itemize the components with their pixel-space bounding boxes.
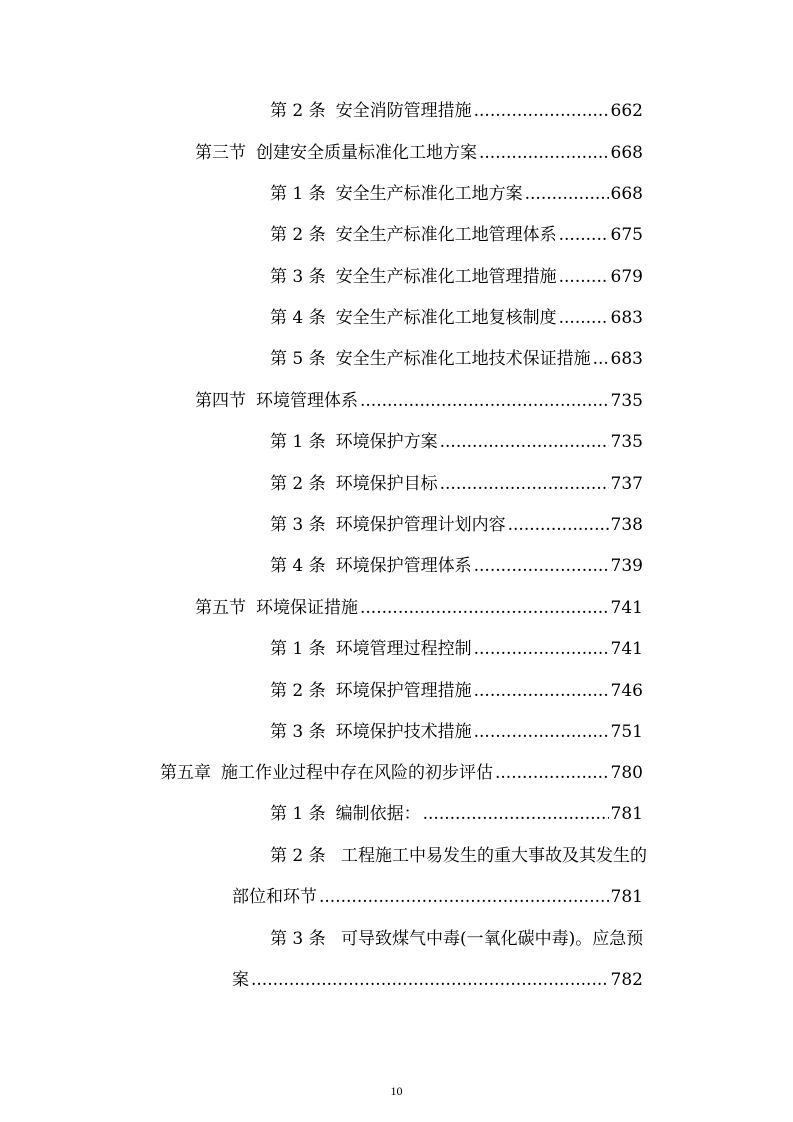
dot-leader bbox=[474, 555, 609, 577]
entry-page: 683 bbox=[610, 308, 643, 328]
dot-leader bbox=[479, 142, 609, 164]
toc-entry[interactable] bbox=[195, 142, 643, 164]
toc-entry-wrapped-first-line[interactable] bbox=[270, 928, 643, 950]
entry-page: 662 bbox=[610, 101, 643, 121]
dot-leader bbox=[559, 307, 609, 329]
entry-number: 第 3 条 bbox=[270, 929, 326, 949]
dot-leader bbox=[423, 803, 609, 825]
dot-leader bbox=[251, 969, 609, 991]
entry-number: 第 5 条 bbox=[270, 349, 326, 369]
entry-page: 741 bbox=[610, 598, 643, 618]
dot-leader bbox=[593, 348, 609, 370]
toc-entry[interactable] bbox=[195, 597, 643, 619]
entry-title: 环境保护管理措施 bbox=[335, 681, 472, 701]
toc-entry[interactable] bbox=[270, 555, 643, 577]
toc-entry[interactable] bbox=[270, 721, 643, 743]
entry-title: 施工作业过程中存在风险的初步评估 bbox=[221, 763, 493, 783]
entry-page: 737 bbox=[610, 474, 643, 494]
entry-page: 668 bbox=[610, 184, 643, 204]
entry-title: 环境保护技术措施 bbox=[335, 722, 472, 742]
dot-leader bbox=[440, 473, 609, 495]
entry-title-line2: 部位和环节 bbox=[232, 887, 317, 907]
entry-number: 第 1 条 bbox=[270, 639, 326, 659]
toc-entry[interactable] bbox=[270, 266, 643, 288]
toc-entry[interactable] bbox=[270, 348, 643, 370]
entry-title: 环境保护管理体系 bbox=[335, 556, 472, 576]
entry-number: 第 1 条 bbox=[270, 184, 326, 204]
toc-entry[interactable] bbox=[270, 638, 643, 660]
entry-title: 环境保护管理计划内容 bbox=[335, 515, 506, 535]
dot-leader bbox=[508, 514, 609, 536]
entry-number: 第五节 bbox=[195, 598, 246, 618]
dot-leader bbox=[319, 886, 609, 908]
entry-title: 安全生产标准化工地方案 bbox=[335, 184, 523, 204]
entry-page: 668 bbox=[610, 143, 643, 163]
entry-page: 741 bbox=[610, 639, 643, 659]
dot-leader bbox=[440, 431, 609, 453]
entry-title: 安全消防管理措施 bbox=[335, 101, 472, 121]
toc-entry[interactable] bbox=[270, 680, 643, 702]
entry-number: 第 2 条 bbox=[270, 225, 326, 245]
dot-leader bbox=[474, 100, 609, 122]
entry-number: 第五章 bbox=[160, 763, 211, 783]
entry-page: 782 bbox=[610, 970, 643, 990]
toc-entry-wrapped-second-line[interactable] bbox=[232, 886, 643, 908]
entry-page: 780 bbox=[610, 763, 643, 783]
dot-leader bbox=[474, 638, 609, 660]
entry-title: 安全生产标准化工地复核制度 bbox=[335, 308, 557, 328]
dot-leader bbox=[474, 721, 609, 743]
dot-leader bbox=[360, 597, 609, 619]
entry-page: 746 bbox=[610, 681, 643, 701]
entry-page: 683 bbox=[610, 349, 643, 369]
dot-leader bbox=[360, 390, 609, 412]
entry-title: 环境管理过程控制 bbox=[335, 639, 472, 659]
entry-number: 第 4 条 bbox=[270, 308, 326, 328]
toc-entry[interactable] bbox=[270, 431, 643, 453]
entry-number: 第 4 条 bbox=[270, 556, 326, 576]
toc-entry[interactable] bbox=[270, 183, 643, 205]
entry-number: 第 3 条 bbox=[270, 722, 326, 742]
entry-number: 第 2 条 bbox=[270, 474, 326, 494]
dot-leader bbox=[495, 762, 609, 784]
entry-title: 安全生产标准化工地管理体系 bbox=[335, 225, 557, 245]
entry-title: 环境保护方案 bbox=[335, 432, 438, 452]
entry-number: 第 3 条 bbox=[270, 515, 326, 535]
toc-entry[interactable] bbox=[160, 762, 643, 784]
entry-title: 安全生产标准化工地管理措施 bbox=[335, 267, 557, 287]
toc-entry[interactable] bbox=[270, 514, 643, 536]
toc-entry[interactable] bbox=[270, 803, 643, 825]
dot-leader bbox=[474, 680, 609, 702]
entry-page: 739 bbox=[610, 556, 643, 576]
entry-number: 第 2 条 bbox=[270, 101, 326, 121]
entry-number: 第 2 条 bbox=[270, 846, 326, 866]
entry-title-line1: 可导致煤气中毒(一氧化碳中毒)。应急预 bbox=[341, 929, 644, 949]
entry-number: 第三节 bbox=[195, 143, 246, 163]
entry-page: 675 bbox=[610, 225, 643, 245]
entry-number: 第 2 条 bbox=[270, 681, 326, 701]
entry-page: 735 bbox=[610, 432, 643, 452]
entry-page: 738 bbox=[610, 515, 643, 535]
entry-title: 创建安全质量标准化工地方案 bbox=[256, 143, 477, 163]
entry-number: 第 3 条 bbox=[270, 267, 326, 287]
toc-entry[interactable] bbox=[270, 473, 643, 495]
entry-page: 679 bbox=[610, 267, 643, 287]
entry-page: 781 bbox=[610, 887, 643, 907]
dot-leader bbox=[559, 224, 609, 246]
toc-entry[interactable] bbox=[270, 307, 643, 329]
toc-entry-wrapped-first-line[interactable] bbox=[270, 845, 647, 867]
entry-number: 第 1 条 bbox=[270, 432, 326, 452]
toc-entry[interactable] bbox=[270, 224, 643, 246]
page-number: 10 bbox=[390, 1084, 403, 1098]
entry-title: 安全生产标准化工地技术保证措施 bbox=[335, 349, 591, 369]
entry-number: 第 1 条 bbox=[270, 804, 326, 824]
entry-title: 环境保护目标 bbox=[335, 474, 438, 494]
entry-number: 第四节 bbox=[195, 391, 246, 411]
dot-leader bbox=[525, 183, 609, 205]
toc-entry[interactable] bbox=[270, 100, 643, 122]
dot-leader bbox=[559, 266, 609, 288]
entry-page: 735 bbox=[610, 391, 643, 411]
toc-entry-wrapped-second-line[interactable] bbox=[232, 969, 643, 991]
toc-entry[interactable] bbox=[195, 390, 643, 412]
entry-title: 环境管理体系 bbox=[256, 391, 358, 411]
entry-title-line2: 案 bbox=[232, 970, 249, 990]
entry-title: 编制依据： bbox=[335, 804, 421, 824]
entry-title-line1: 工程施工中易发生的重大事故及其发生的 bbox=[341, 846, 648, 866]
entry-page: 781 bbox=[610, 804, 643, 824]
entry-page: 751 bbox=[610, 722, 643, 742]
entry-title: 环境保证措施 bbox=[256, 598, 358, 618]
